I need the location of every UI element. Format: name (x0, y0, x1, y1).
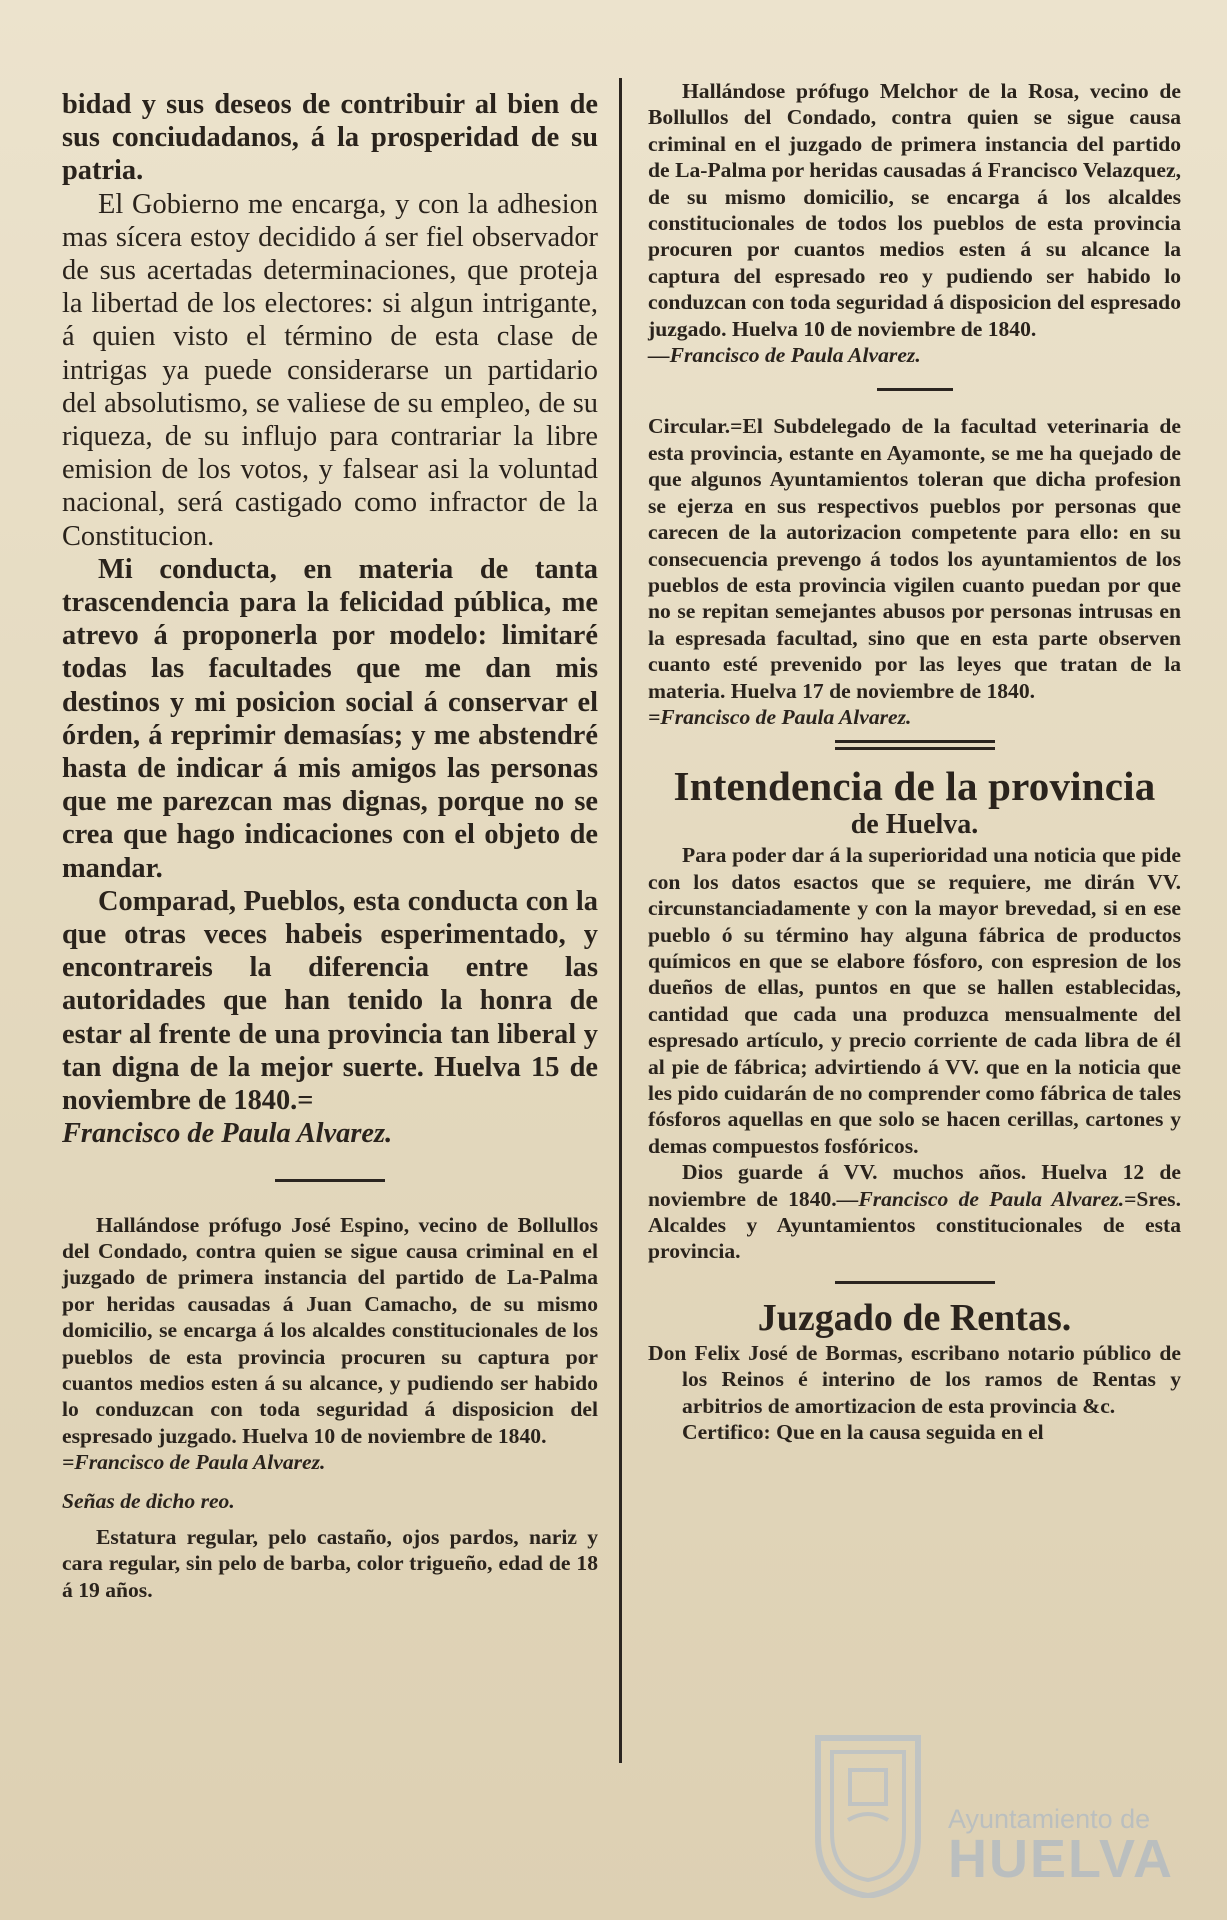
separator-rule (835, 1281, 995, 1284)
notice-rosa (648, 78, 1181, 368)
intendencia-text: Para poder dar á la superioridad una noticia que pide con los datos esactos que se requiere, me dirán VV. circunstanciadamente y con la mayor brevedad, si en ese pueblo ó su término hay alguna fábrica de productos químicos en que se elabore fósforo, con espresion de los dueños de ellas, puntos en que se hallen establecidas, cantidad que cada una produzca mensualmente del espresado artículo, y precio corriente de cada libra de él al pie de fábrica; advirtiendo á VV. que en la noticia que les pido cuidarán de no comprender como fábrica de tales fósforos aquellas en que solo se hacen cerillas, cartones y demas compuestos fosfóricos. (648, 843, 1181, 1158)
proclamation-paragraph-1: bidad y sus deseos de contribuir al bien de sus conciudadanos, á la prosperidad de su patria. (62, 89, 598, 187)
notice-espino (62, 1212, 598, 1604)
proclamation-signature: Francisco de Paula Alvarez. (62, 1118, 393, 1150)
notice-espino-text: Hallándose prófugo José Espino, vecino de Bollullos del Condado, contra quien se sigue causa criminal en el juzgado de primera instancia del partido de La-Palma por heridas causadas á Juan Camacho, de su mismo domicilio, se encarga á los alcaldes constitucionales de los pueblos de esta provincia procuren su captura por cuantos medios esten á su alcance, y pudiendo ser habido lo conduzcan con toda seguridad á disposicion del espresado juzgado. Huelva 10 de noviembre de 1840. (62, 1212, 598, 1448)
proclamation-paragraph-4: Comparad, Pueblos, esta conducta con la que otras veces habeis esperimentado, y encontrareis la diferencia entre las autoridades que han tenido la honra de estar al frente de una provincia tan liberal y tan digna de la mejor suerte. Huelva 15 de noviembre de 1840.= (62, 885, 598, 1117)
circular-block (648, 413, 1181, 730)
intendencia-subheading: de Huelva. (850, 809, 979, 841)
senas-text: Estatura regular, pelo castaño, ojos pardos, nariz y cara regular, sin pelo de barba, color trigueño, edad de 18 á 19 años. (62, 1524, 598, 1602)
juzgado-heading: Juzgado de Rentas. (757, 1296, 1072, 1339)
senas-title: Señas de dicho reo. (62, 1488, 235, 1513)
intendencia-heading: Intendencia de la provincia (673, 763, 1156, 810)
intendencia-block (648, 842, 1181, 1265)
city-crest-icon (808, 1728, 928, 1898)
proclamation-paragraph-3: Mi conducta, en materia de tanta trascendencia para la felicidad pública, me atrevo á proponerla por modelo: limitaré todas las facultades que me dan mis destinos y mi posicion social á conservar el órden, á reprimir demasías; y me abstendré hasta de indicar á mis amigos las personas que me parezcan mas dignas, porque no se crea que hago indicaciones con el objeto de mandar. (62, 553, 598, 884)
notice-rosa-text: Hallándose prófugo Melchor de la Rosa, vecino de Bollullos del Condado, contra quien se sigue causa criminal en el juzgado de primera instancia del partido de La-Palma por heridas causadas á Francisco Velazquez, de su mismo domicilio, se encarga á los alcaldes constitucionales de todos los pueblos de esta provincia procuren por cuantos medios esten á su alcance la captura del espresado reo y pudiendo ser habido lo conduzcan con toda seguridad á disposicion del espresado juzgado. Huelva 10 de noviembre de 1840. (648, 79, 1181, 341)
right-column (648, 78, 1181, 1445)
proclamation-paragraph-2: El Gobierno me encarga, y con la adhesion mas sícera estoy decidido á ser fiel observador de sus acertadas determinaciones, que proteja la libertad de los electores: si algun intrigante, á quien visto el término de esta clase de intrigas ya puede considerarse un partidario del absolutismo, se valiese de su empleo, de su riqueza, de su influjo para contrariar la libre emision de los votos, y falsear asi la voluntad nacional, será castigado como infractor de la Constitucion. (62, 188, 598, 552)
separator-rule (275, 1179, 385, 1182)
certifico-text: Certifico: Que en la causa seguida en el (682, 1420, 1044, 1445)
watermark-line-2: HUELVA (948, 1829, 1174, 1889)
intendencia-signature: —Francisco de Paula Alvarez. (836, 1186, 1125, 1211)
intendencia-closing-text: Dios guarde á VV. muchos años. Huelva 12 de noviembre de 1840. (648, 1160, 1181, 1211)
juzgado-block (648, 1340, 1181, 1446)
separator-rule (877, 388, 953, 391)
circular-text: Circular.=El Subdelegado de la facultad veterinaria de esta provincia, estante en Ayamonte, se me ha quejado de que algunos Ayuntamientos toleran que dicha profesion se ejerza en sus respectivos pueblos por personas que carecen de la autorizacion competente para ello: en su consecuencia prevengo á todos los ayuntamientos de los pueblos de esta provincia vigilen cuanto puedan por que no se repitan semejantes abusos por personas intrusas en la espresada facultad, sino que en esta parte observen cuanto esté prevenido por las leyes que tratan de la materia. Huelva 17 de noviembre de 1840. (648, 414, 1181, 703)
intendencia-recipients: =Sres. Alcaldes y Ayuntamientos constitucionales de esta provincia. (648, 1186, 1181, 1264)
watermark-line-1: Ayuntamiento de (948, 1804, 1151, 1834)
left-column (62, 88, 598, 1603)
double-separator-rule (835, 740, 995, 750)
intendencia-closing (648, 1159, 1181, 1265)
notice-espino-signature: =Francisco de Paula Alvarez. (62, 1450, 326, 1475)
proclamation-text (62, 88, 598, 1151)
juzgado-text: Don Felix José de Bormas, escribano notario público de los Reinos é interino de los ramos de Rentas y arbitrios de amortizacion de esta provincia &c. (648, 1340, 1181, 1418)
ayuntamiento-watermark (808, 1728, 1188, 1903)
circular-signature: =Francisco de Paula Alvarez. (648, 704, 912, 729)
notice-rosa-signature: —Francisco de Paula Alvarez. (648, 343, 921, 368)
column-divider (619, 78, 622, 1763)
